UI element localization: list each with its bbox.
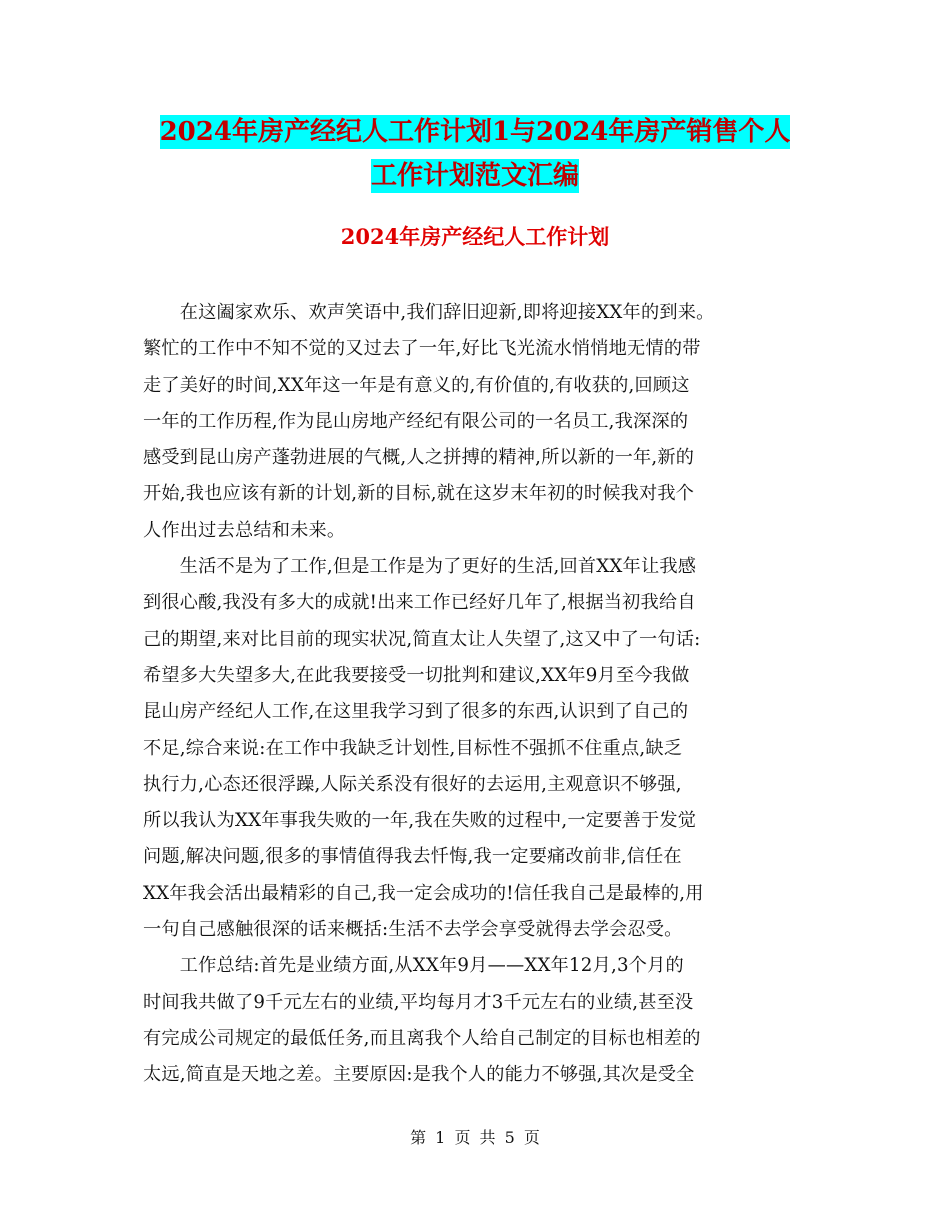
paragraph: [143, 549, 819, 948]
text-line: 开始,我也应该有新的计划,新的目标,就在这岁末年初的时候我对我个: [143, 483, 695, 505]
text-line: XX年我会活出最精彩的自己,我一定会成功的!信任我自己是最棒的,用: [143, 882, 704, 904]
paragraph: [143, 295, 819, 549]
text-line: 一年的工作历程,作为昆山房地产经纪有限公司的一名员工,我深深的: [143, 410, 689, 432]
text-line: 执行力,心态还很浮躁,人际关系没有很好的去运用,主观意识不够强,: [143, 773, 682, 795]
text-line: 有完成公司规定的最低任务,而且离我个人给自己制定的目标也相差的: [143, 1027, 701, 1049]
page-number-label: 第 1 页 共 5 页: [410, 1128, 540, 1147]
text-line: 一句自己感触很深的话来概括:生活不去学会享受就得去学会忍受。: [143, 919, 683, 941]
text-line: 感受到昆山房产蓬勃进展的气概,人之拼搏的精神,所以新的一年,新的: [143, 447, 695, 469]
text-line: 繁忙的工作中不知不觉的又过去了一年,好比飞光流水悄悄地无情的带: [143, 338, 701, 360]
text-line: 走了美好的时间,XX年这一年是有意义的,有价值的,有收获的,回顾这: [143, 374, 690, 396]
title-line-1-text: 2024年房产经纪人工作计划1与2024年房产销售个人: [159, 117, 791, 147]
text-line: 不足,综合来说:在工作中我缺乏计划性,目标性不强抓不住重点,缺乏: [143, 737, 683, 759]
text-line: 己的期望,来对比目前的现实状况,简直太让人失望了,这又中了一句话:: [143, 628, 701, 650]
text-line: 到很心酸,我没有多大的成就!出来工作已经好几年了,根据当初我给自: [143, 592, 696, 614]
text-line: 昆山房产经纪人工作,在这里我学习到了很多的东西,认识到了自己的: [143, 701, 689, 723]
document-body: [143, 295, 819, 1094]
document-title-line-1: [0, 112, 950, 152]
paragraph: [143, 948, 819, 1093]
section-title: 2024年房产经纪人工作计划: [340, 224, 610, 249]
document-title-line-2: [0, 156, 950, 196]
text-line: 人作出过去总结和未来。: [143, 519, 346, 541]
text-line: 问题,解决问题,很多的事情值得我去忏悔,我一定要痛改前非,信任在: [143, 846, 682, 868]
document-title: [0, 112, 950, 200]
page-footer: [0, 1126, 950, 1150]
title-line-2-text: 工作计划范文汇编: [370, 161, 579, 191]
text-line: 生活不是为了工作,但是工作是为了更好的生活,回首XX年让我感: [143, 556, 697, 578]
text-line: 时间我共做了9千元左右的业绩,平均每月才3千元左右的业绩,甚至没: [143, 991, 694, 1013]
text-line: 所以我认为XX年事我失败的一年,我在失败的过程中,一定要善于发觉: [143, 810, 697, 832]
text-line: 太远,简直是天地之差。主要原因:是我个人的能力不够强,其次是受全: [143, 1064, 695, 1086]
text-line: 工作总结:首先是业绩方面,从XX年9月——XX年12月,3个月的: [143, 955, 684, 977]
text-line: 希望多大失望多大,在此我要接受一切批判和建议,XX年9月至今我做: [143, 664, 690, 686]
text-line: 在这阖家欢乐、欢声笑语中,我们辞旧迎新,即将迎接XX年的到来。: [143, 302, 715, 323]
